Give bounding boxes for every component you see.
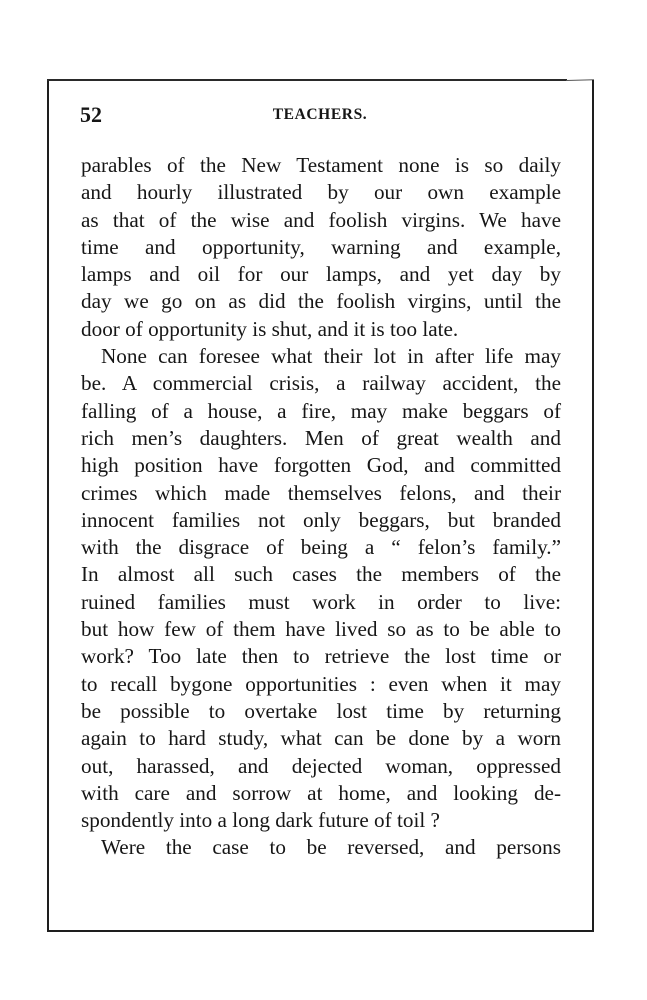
paragraph (81, 343, 561, 834)
text-line: with care and sorrow at home, and looking de- (81, 780, 561, 805)
body-text (81, 152, 561, 862)
text-line: be. A commercial crisis, a railway accident, the (81, 371, 561, 396)
text-line: Were the case to be reversed, and persons (101, 835, 561, 860)
text-line: and hourly illustrated by our own example (81, 180, 561, 205)
paragraph (81, 834, 561, 861)
text-line: but how few of them have lived so as to be able to (81, 617, 561, 642)
text-line: ruined families must work in order to live: (81, 589, 561, 614)
text-line: In almost all such cases the members of the (81, 562, 561, 587)
text-line: high position have forgotten God, and committed (81, 453, 561, 478)
text-line: parables of the New Testament none is so daily (81, 153, 561, 177)
page-border-top (47, 79, 567, 81)
text-line: as that of the wise and foolish virgins. We have (81, 207, 561, 232)
text-line: lamps and oil for our lamps, and yet day by (81, 262, 561, 287)
text-line: day we go on as did the foolish virgins, until the (81, 289, 561, 314)
running-head: TEACHERS. (272, 106, 368, 123)
page-header (80, 102, 560, 130)
text-line: out, harassed, and dejected woman, oppressed (81, 753, 561, 778)
page-border-left (47, 80, 49, 932)
page-number: 52 (80, 102, 102, 127)
text-line: crimes which made themselves felons, and their (81, 480, 561, 505)
paragraph (81, 152, 561, 343)
text-line: with the disgrace of being a “ felon’s family.” (81, 535, 561, 560)
text-line: be possible to overtake lost time by returning (81, 698, 561, 723)
text-line: work? Too late then to retrieve the lost time or (81, 644, 561, 669)
page-border-top-tail (566, 79, 594, 81)
text-line: falling of a house, a fire, may make beggars of (81, 398, 561, 423)
text-line: time and opportunity, warning and example, (81, 234, 561, 259)
page-border-right (592, 80, 594, 932)
text-line: None can foresee what their lot in after life may (101, 344, 561, 369)
text-line: again to hard study, what can be done by a worn (81, 726, 561, 751)
text-line: rich men’s daughters. Men of great wealth and (81, 425, 561, 450)
text-line: to recall bygone opportunities : even when it may (81, 671, 561, 696)
text-line: door of opportunity is shut, and it is too late. (81, 316, 459, 341)
text-line: innocent families not only beggars, but branded (81, 507, 561, 532)
page-border-bottom (47, 930, 594, 932)
text-line: spondently into a long dark future of toil ? (81, 808, 440, 833)
